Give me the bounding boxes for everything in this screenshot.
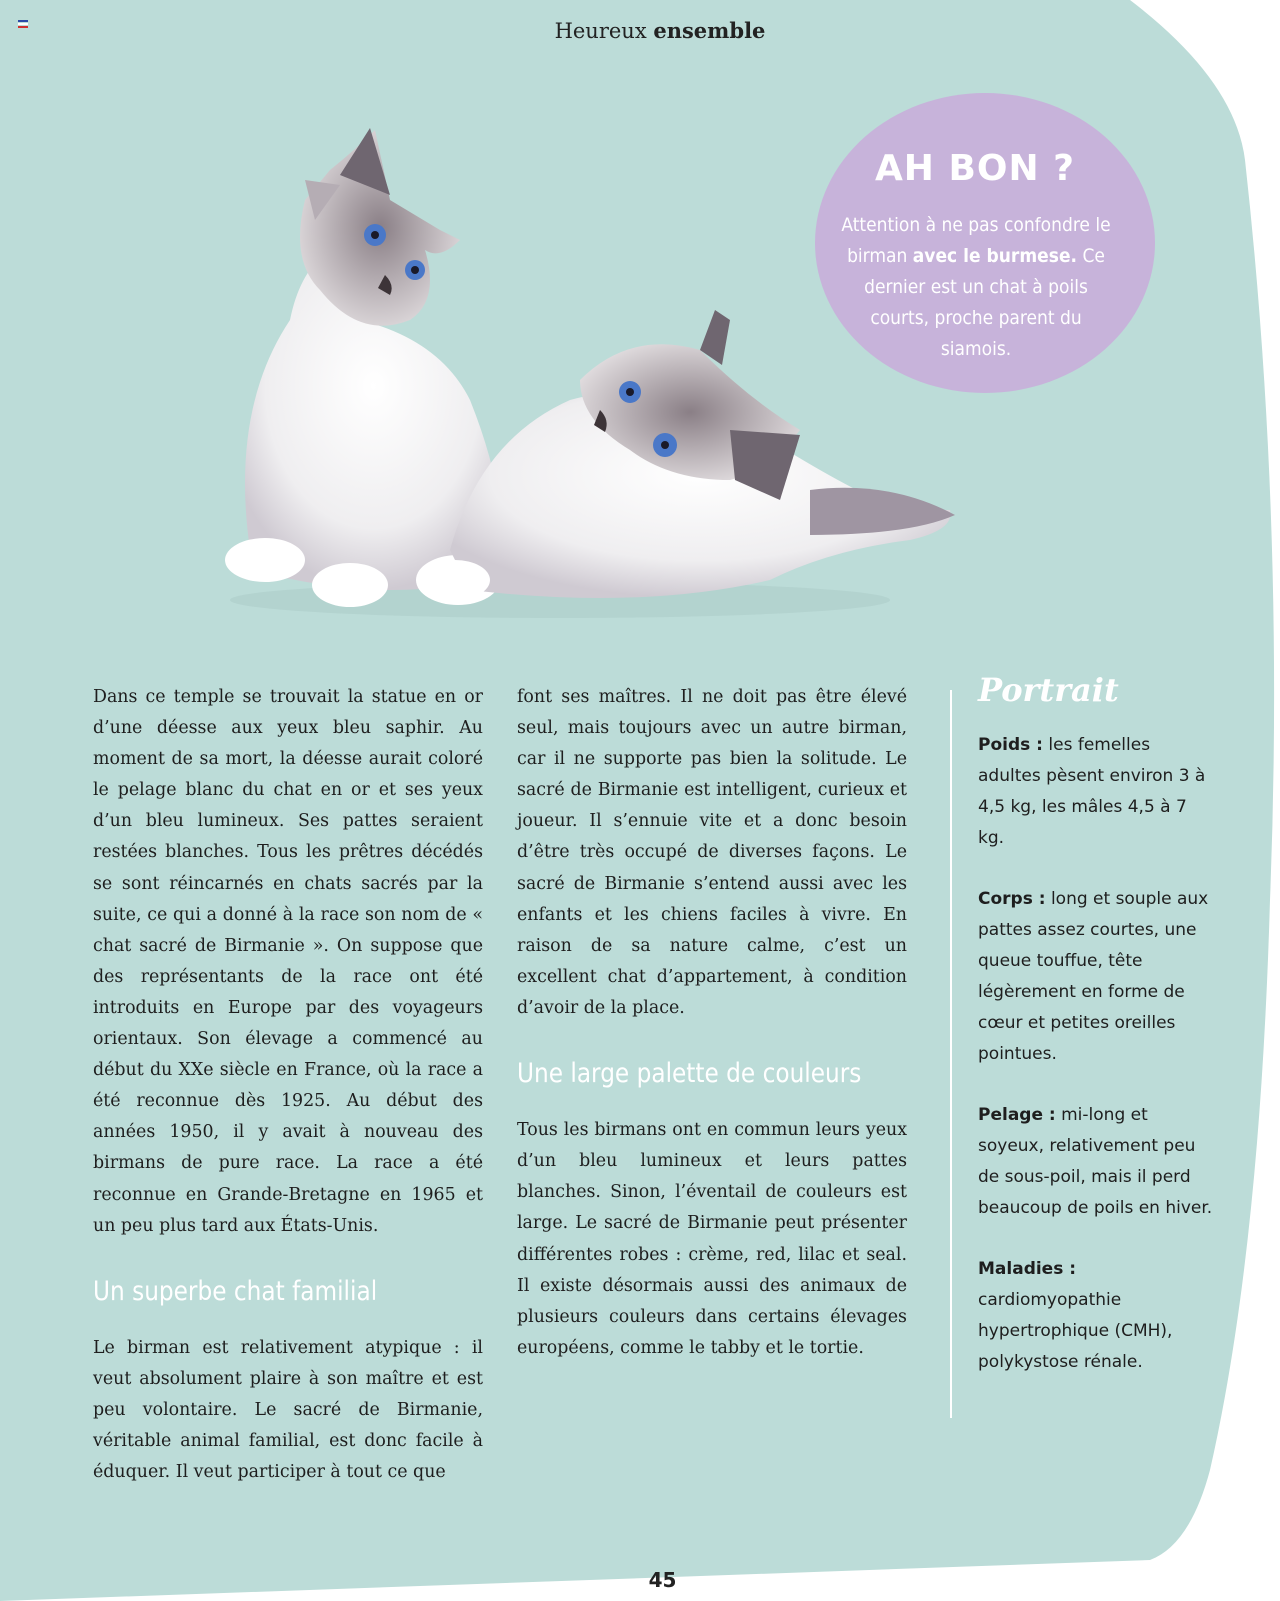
portrait-corps bbox=[978, 884, 1213, 1070]
portrait-maladies bbox=[978, 1254, 1213, 1378]
poids-text: les femelles adultes pèsent environ 3 à 4,5 kg, les mâles 4,5 à 7 kg. bbox=[978, 735, 1206, 848]
column-1 bbox=[93, 682, 483, 1488]
maladies-text: cardiomyopathie hypertrophique (CMH), polykystose rénale. bbox=[978, 1290, 1173, 1372]
maladies-label: Maladies : bbox=[978, 1259, 1077, 1279]
col2-paragraph-1: font ses maîtres. Il ne doit pas être élevé seul, mais toujours avec un autre birman, car il ne supporte pas bien la solitude. Le sacré de Birmanie est intelligent, curieux et joueur. Il s’ennuie vite et a donc besoin d’être très occupé de diverses façons. Le sacré de Birmanie s’entend aussi avec les enfants et les chiens faciles à vivre. En raison de sa nature calme, c’est un excellent chat d’appartement, à condition d’avoir de la place. bbox=[517, 687, 907, 1018]
ah-bon-text-after: Ce dernier est un chat à poils courts, proche parent du siamois. bbox=[864, 245, 1105, 360]
col1-paragraph-1: Dans ce temple se trouvait la statue en or d’une déesse aux yeux bleu saphir. Au moment de sa mort, la déesse aurait coloré le pelage blanc du chat en or et ses yeux d’un bleu lumineux. Ses pattes seraient restées blanches. Tous les prêtres décédés se sont réincarnés en chats sacrés par la suite, ce qui a donné à la race son nom de « chat sacré de Birmanie ». On suppose que des représentants de la race ont été introduits en Europe par des voyageurs orientaux. Son élevage a commencé au début du XXe siècle en France, où la race a été reconnue dès 1925. Au début des années 1950, il y avait à nouveau des birmans de pure race. La race a été reconnue en Grande-Bretagne en 1965 et un peu plus tard aux États-Unis. bbox=[93, 687, 483, 1236]
portrait-pelage bbox=[978, 1100, 1213, 1224]
pelage-text: mi-long et soyeux, relativement peu de sous-poil, mais il perd beaucoup de poils en hiver. bbox=[978, 1105, 1213, 1218]
ah-bon-text-before: Attention à ne pas confondre le birman bbox=[841, 214, 1111, 267]
portrait-poids bbox=[978, 730, 1213, 854]
ah-bon-text bbox=[838, 210, 1114, 365]
header-title-regular: Heureux bbox=[554, 19, 647, 43]
col2-paragraph-2: Tous les birmans ont en commun leurs yeux d’un bleu lumineux et leurs pattes blanches. Sinon, l’éventail de couleurs est large. Le sacré de Birmanie peut présenter différentes robes : crème, red, lilac et seal. Il existe désormais aussi des animaux de plusieurs couleurs dans certains élevages européens, comme le tabby et le tortie. bbox=[517, 1120, 907, 1358]
portrait-title: Portrait bbox=[978, 671, 1119, 709]
col1-subheading: Un superbe chat familial bbox=[93, 1275, 378, 1307]
portrait-divider bbox=[950, 690, 952, 1418]
pelage-label: Pelage : bbox=[978, 1105, 1056, 1125]
page-number: 45 bbox=[648, 1568, 677, 1592]
portrait-sidebar bbox=[978, 670, 1213, 1408]
header-title-bold: ensemble bbox=[653, 18, 766, 43]
col1-paragraph-2: Le birman est relativement atypique : il veut absolument plaire à son maître et est peu volontaire. Le sacré de Birmanie, véritable animal familial, est donc facile à éduquer. Il veut participer à tout ce que bbox=[93, 1337, 483, 1483]
ah-bon-title: AH BON ? bbox=[874, 148, 1076, 189]
col2-subheading: Une large palette de couleurs bbox=[517, 1058, 862, 1090]
column-2 bbox=[517, 682, 907, 1364]
poids-label: Poids : bbox=[978, 735, 1043, 755]
corps-text: long et souple aux pattes assez courtes, une queue touffue, tête légèrement en forme de cœur et petites oreilles pointues. bbox=[978, 889, 1209, 1064]
corps-label: Corps : bbox=[978, 889, 1046, 909]
running-header bbox=[0, 18, 1280, 43]
ah-bon-text-bold: avec le burmese. bbox=[912, 245, 1078, 267]
